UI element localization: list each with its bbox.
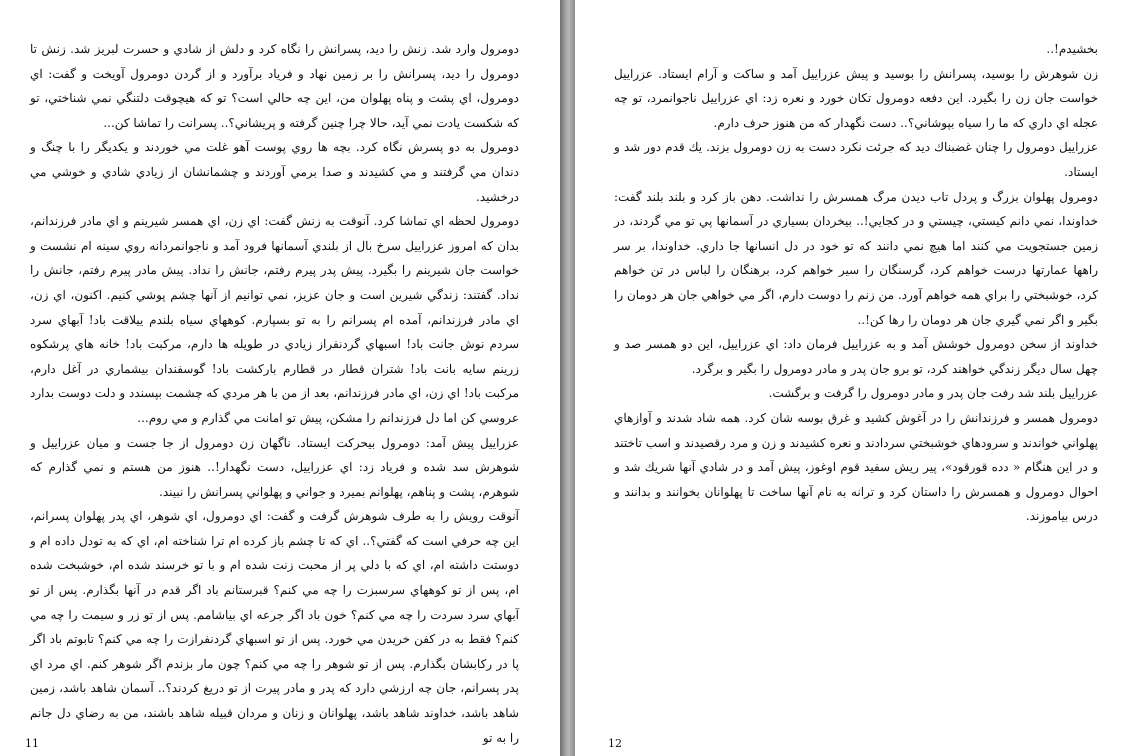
paragraph: دومرول همسر و فرزندانش را در آغوش كشيد و غرق بوسه شان كرد. همه شاد شدند و آوازهاي پهلواني خواندند و سرودهاي خوشبختي سردادند و نعره كشيدند و زن و مرد رقصيدند و اسب تاختند و در اين هنگام « دده قورقود»، پير ريش سفيد قوم اوغوز، پيش آمد و در شادي آنها شريك شد و احوال دومرول و همسرش را داستان كرد و ترانه به نام آنها ساخت تا پهلوانان بخوانند و بدانند و درس بياموزند. (614, 410, 1098, 524)
paragraph: عزراييل بلند شد رفت جان پدر و مادر دومرول را گرفت و برگشت. (768, 386, 1098, 401)
paragraph: دومرول به دو پسرش نگاه كرد. بچه ها روي پوست آهو غلت مي خوردند و يكديگر را با چنگ و دندان مي گرفتند و مي كشيدند و صدا برمي آوردند و چشمانشان از زيادي شادي و خوشي مي درخشيد. (30, 140, 519, 204)
page-number: 11 (25, 737, 39, 750)
page-12 (575, 0, 1130, 756)
page-number: 12 (608, 737, 622, 750)
paragraph: دومرول پهلوان بزرگ و پردل تاب ديدن مرگ همسرش را نداشت. دهن باز كرد و بلند بلند گفت: خداوندا، نمي دانم كيستي، چيستي و در كجايي!.. بيخردان بسياري در آسمانها پي تو مي گردند، در زمين جستجويت مي كنند اما هيچ نمي دانند كه تو خود در دل انسانها جا داري. خداوندا، بر سر راهها عمارتها درست خواهم كرد، گرسنگان را سير خواهم كرد، برهنگان را لباس در تن خواهم كرد، خوشبختي را براي همه خواهم آورد. من زنم را دوست دارم، اگر مي خواهي جان هر دومان را بگير و اگر نمي گيري جان هر دومان را رها كن!.. (614, 189, 1098, 327)
paragraph: خداوند از سخن دومرول خوشش آمد و به عزراييل فرمان داد: اي عزراييل، اين دو همسر صد و چهل سال ديگر زندگي خواهند كرد، تو برو جان پدر و مادر دومرول را بگير و برگرد. (614, 337, 1098, 376)
paragraph: دومرول لحظه اي تماشا كرد. آنوقت به زنش گفت: اي زن، اي همسر شيرينم و اي مادر فرزندانم، بدان كه امروز عزراييل سرخ بال از بلندي آسمانها فرود آمد و ناجوانمردانه روي سينه ام نشست و خواست جان شيرينم را بگيرد. پيش پدر پيرم رفتم، جانش را نداد. پيش مادر پيرم رفتم، جانش را نداد. گفتند: زندگي شيرين است و جان عزيز، نمي توانيم از آنها چشم پوشي كنيم. اكنون، اي زن، اي مادر فرزندانم، آمده ام پسرانم را به تو بسپارم. كوههاي سياه بلندم ييلاقت باد! آبهاي سرد سردم نوش جانت باد! اسبهاي گردنفراز زيادي در طويله ها دارم، مركبت باد! خانه هاي پرشكوه زرينم سايه بانت باد! شتران قطار در قطارم باركشت باد! گوسفندان بيشماري در آغل دارم، مركبت باد! اي زن، اي مادر فرزندانم، بعد از من با هر مردي كه چشمت بپسندد و دلت دوست بدارد عروسي كن اما دل فرزندانم را مشكن، پيش تو امانت مي گذارم و مي روم... (30, 214, 520, 425)
page-12-text (614, 37, 1098, 529)
paragraph: عزراييل دومرول را چنان غضبناك ديد كه جرئت نكرد دست به زن دومرول بزند. يك قدم دور شد و ايستاد. (614, 140, 1098, 179)
paragraph: زن شوهرش را بوسيد، پسرانش را بوسيد و پيش عزراييل آمد و ساكت و آرام ايستاد. عزراييل خواست جان زن را بگيرد. اين دفعه دومرول تكان خورد و نعره زد: اي عزراييل ناجوانمرد، تو چه عجله اي داري كه ما را سياه بپوشاني؟.. دست نگهدار كه من هنوز حرف دارم. (614, 66, 1098, 130)
paragraph: بخشيدم!.. (1046, 42, 1098, 56)
paragraph: آنوقت رويش را به طرف شوهرش گرفت و گفت: اي دومرول، اي شوهر، اي پدر پهلوان پسرانم، اين چه حرفي است كه گفتي؟.. اي كه تا چشم باز كرده ام ترا شناخته ام، اي كه به تودل داده ام و دوستت داشته ام، اي كه با دلي پر از محبت زنت شده ام و با تو خرسند شده ام، خوشبخت شده ام، پس از تو كوههاي سرسبزت را چه مي كنم؟ قبرستانم باد اگر قدم در آنها بگذارم. پس از تو آبهاي سرد سردت را چه مي كنم؟ خون باد اگر جرعه اي بياشامم. پس از تو زر و سيمت را چه مي كنم؟ فقط به در كفن خريدن مي خورد. پس از تو اسبهاي گردنفرازت را چه مي كنم؟ تابوتم باد اگر پا در ركابشان بگذارم. پس از تو شوهر را چه مي كنم؟ چون مار بزندم اگر شوهر كنم. اي مرد اي پدر پسرانم، جان چه ارزشي دارد كه پدر و مادر پيرت از تو دريغ كردند؟.. آسمان شاهد باشد، زمين شاهد باشد، خداوند شاهد باشد، پهلوانان و زنان و مردان قبيله شاهد باشند، من به رضاي دل جانم را به تو (30, 509, 519, 745)
page-11 (0, 0, 560, 756)
page-gutter (560, 0, 575, 756)
paragraph: عزراييل پيش آمد: دومرول بيحركت ايستاد. ناگهان زن دومرول از جا جست و ميان عزراييل و شوهرش سد شده و فرياد زد: اي عزراييل، دست نگهدار!.. هنوز من هستم و نمي گذارم كه شوهرم، پشت و پناهم، پهلوانم بميرد و جواني و پهلواني پسرانش را نبيند. (30, 435, 519, 499)
paragraph: دومرول وارد شد. زنش را ديد، پسرانش را نگاه كرد و دلش از شادي و حسرت لبريز شد. زنش تا دومرول را ديد، پسرانش را بر زمين نهاد و فرياد برآورد و از گردن دومرول آويخت و گفت: اي دومرول، اي پشت و پناه پهلوان من، اين چه حالي است؟ تو كه هيچوقت دلتنگي نمي شناختي، تو كه شكست يادت نمي آيد، حالا چرا چنين گرفته و پريشاني؟.. پسرانت را تماشا كن... (30, 42, 519, 130)
page-11-text (30, 37, 519, 750)
